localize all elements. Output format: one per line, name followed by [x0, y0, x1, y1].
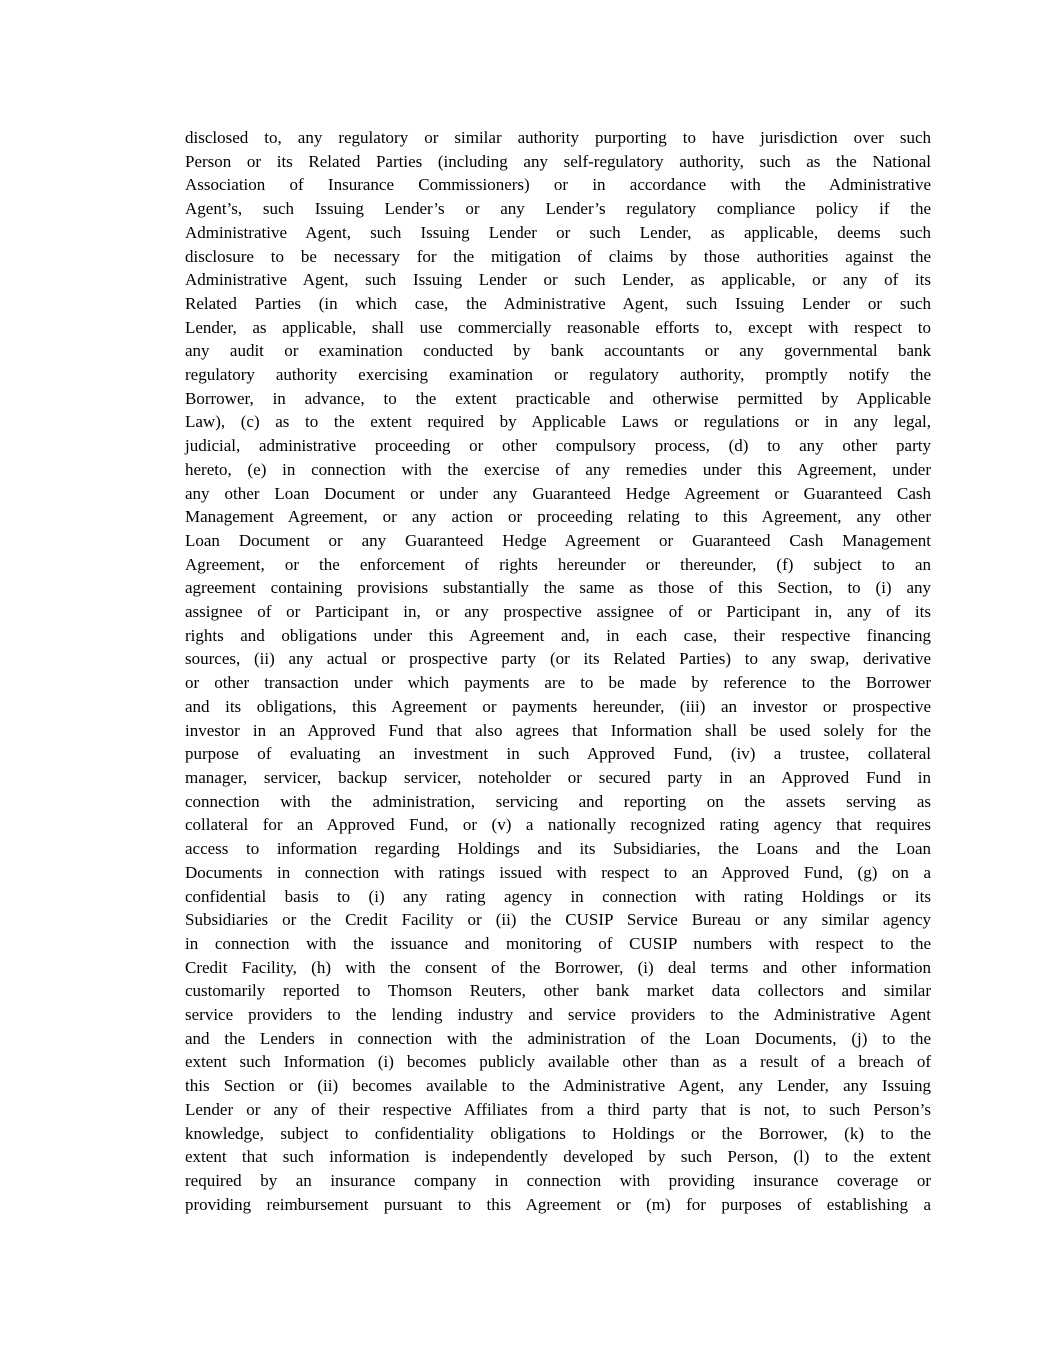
text-line: manager, servicer, backup servicer, noteholder or secured party in an Approved Fund in	[185, 767, 931, 787]
text-line: Loan Document or any Guaranteed Hedge Agreement or Guaranteed Cash Management	[185, 530, 931, 550]
text-line: connection with the administration, servicing and reporting on the assets serving as	[185, 791, 931, 811]
text-line: required by an insurance company in connection with providing insurance coverage or	[185, 1170, 931, 1190]
text-line: confidential basis to (i) any rating agency in connection with rating Holdings or its	[185, 886, 931, 906]
text-line: rights and obligations under this Agreement and, in each case, their respective financing	[185, 625, 931, 645]
text-line: Management Agreement, or any action or proceeding relating to this Agreement, any other	[185, 507, 931, 527]
text-line: Agent’s, such Issuing Lender’s or any Lender’s regulatory compliance policy if the	[185, 199, 931, 219]
text-line: purpose of evaluating an investment in such Approved Fund, (iv) a trustee, collateral	[185, 744, 931, 764]
text-line: Related Parties (in which case, the Administrative Agent, such Issuing Lender or such	[185, 293, 931, 313]
text-line: Person or its Related Parties (including any self-regulatory authority, such as the National	[185, 151, 931, 171]
text-line: Lender, as applicable, shall use commercially reasonable efforts to, except with respect to	[185, 317, 931, 337]
text-line: agreement containing provisions substantially the same as those of this Section, to (i) any	[185, 578, 931, 598]
text-line: Lender or any of their respective Affiliates from a third party that is not, to such Person’s	[185, 1099, 931, 1119]
text-line: Agreement, or the enforcement of rights hereunder or thereunder, (f) subject to an	[185, 554, 931, 574]
text-line: disclosed to, any regulatory or similar authority purporting to have jurisdiction over such	[185, 128, 931, 147]
text-line: Subsidiaries or the Credit Facility or (ii) the CUSIP Service Bureau or any similar agency	[185, 910, 931, 930]
text-line: Administrative Agent, such Issuing Lender or such Lender, as applicable, deems such	[185, 222, 931, 242]
text-line: disclosure to be necessary for the mitigation of claims by those authorities against the	[185, 246, 931, 266]
text-line: Association of Insurance Commissioners) or in accordance with the Administrative	[185, 175, 931, 195]
text-line: service providers to the lending industry and service providers to the Administrative Agent	[185, 1005, 931, 1025]
text-line: Borrower, in advance, to the extent practicable and otherwise permitted by Applicable	[185, 388, 931, 408]
text-line: regulatory authority exercising examination or regulatory authority, promptly notify the	[185, 365, 931, 385]
body-paragraph	[185, 126, 931, 1216]
text-line: Law), (c) as to the extent required by Applicable Laws or regulations or in any legal,	[185, 412, 931, 432]
text-line: extent such Information (i) becomes publicly available other than as a result of a breach of	[185, 1052, 931, 1072]
text-line: sources, (ii) any actual or prospective party (or its Related Parties) to any swap, derivative	[185, 649, 931, 669]
text-line: Documents in connection with ratings issued with respect to an Approved Fund, (g) on a	[185, 862, 931, 882]
text-line: judicial, administrative proceeding or other compulsory process, (d) to any other party	[185, 436, 931, 456]
text-line: any audit or examination conducted by bank accountants or any governmental bank	[185, 341, 931, 361]
text-line: and its obligations, this Agreement or payments hereunder, (iii) an investor or prospective	[185, 696, 931, 716]
text-line: in connection with the issuance and monitoring of CUSIP numbers with respect to the	[185, 933, 931, 953]
text-line: collateral for an Approved Fund, or (v) a nationally recognized rating agency that requires	[185, 815, 931, 835]
text-line: Administrative Agent, such Issuing Lender or such Lender, as applicable, or any of its	[185, 270, 931, 290]
text-line: investor in an Approved Fund that also agrees that Information shall be used solely for the	[185, 720, 931, 740]
text-line: customarily reported to Thomson Reuters, other bank market data collectors and similar	[185, 981, 931, 1001]
text-line: knowledge, subject to confidentiality obligations to Holdings or the Borrower, (k) to the	[185, 1123, 931, 1143]
text-line: hereto, (e) in connection with the exercise of any remedies under this Agreement, under	[185, 459, 931, 479]
text-line: extent that such information is independently developed by such Person, (l) to the extent	[185, 1147, 931, 1167]
text-line: and the Lenders in connection with the administration of the Loan Documents, (j) to the	[185, 1028, 931, 1048]
text-line: providing reimbursement pursuant to this Agreement or (m) for purposes of establishing a	[185, 1194, 931, 1214]
text-line: any other Loan Document or under any Guaranteed Hedge Agreement or Guaranteed Cash	[185, 483, 931, 503]
text-line: assignee of or Participant in, or any prospective assignee of or Participant in, any of its	[185, 602, 931, 622]
text-line: Credit Facility, (h) with the consent of the Borrower, (i) deal terms and other information	[185, 957, 931, 977]
text-line: or other transaction under which payments are to be made by reference to the Borrower	[185, 673, 931, 693]
text-line: this Section or (ii) becomes available to the Administrative Agent, any Lender, any Issuing	[185, 1076, 931, 1096]
text-line: access to information regarding Holdings and its Subsidiaries, the Loans and the Loan	[185, 839, 931, 859]
